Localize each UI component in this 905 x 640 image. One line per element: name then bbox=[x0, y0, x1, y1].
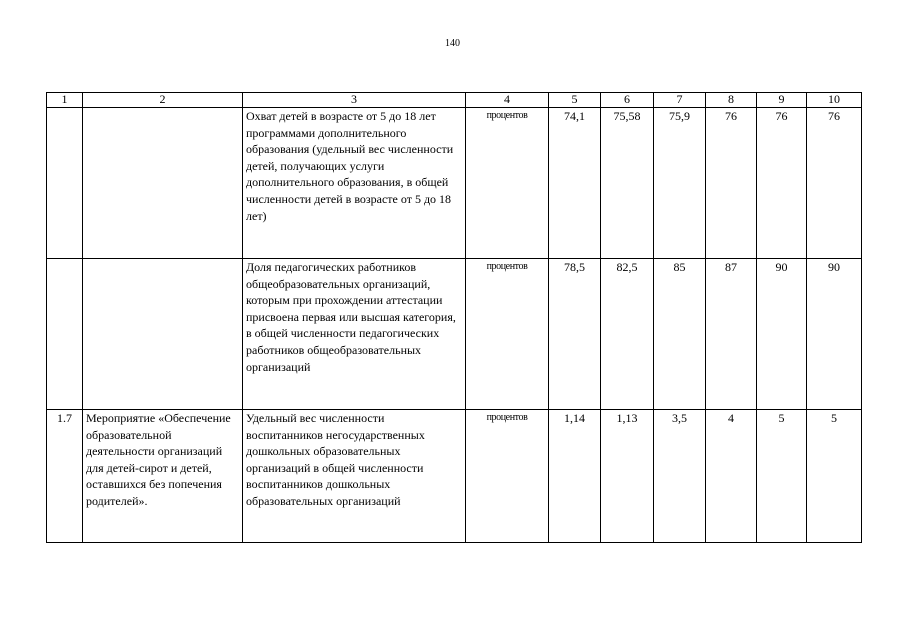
indicator-cell: Доля педагогических работников общеобразовательных организаций, которым при прохождении аттестации присвоена первая или высшая категория, в общей численности педагогических работников общеобразовательных организаций bbox=[243, 259, 466, 410]
page-number: 140 bbox=[445, 38, 460, 49]
value-cell: 90 bbox=[757, 259, 807, 410]
unit-cell: процентов bbox=[466, 259, 549, 410]
indicator-cell: Удельный вес численности воспитанников негосударственных дошкольных образовательных организаций в общей численности воспитанников дошкольных образовательных организаций bbox=[243, 410, 466, 543]
value-cell: 90 bbox=[807, 259, 862, 410]
header-cell: 7 bbox=[654, 93, 706, 108]
row-number-cell bbox=[47, 108, 83, 259]
header-cell: 1 bbox=[47, 93, 83, 108]
value-cell: 75,58 bbox=[601, 108, 654, 259]
activity-cell: Мероприятие «Обеспечение образовательной деятельности организаций для детей-сирот и детей, оставшихся без попечения родителей». bbox=[83, 410, 243, 543]
value-cell: 5 bbox=[757, 410, 807, 543]
indicators-table bbox=[46, 92, 862, 543]
table-row bbox=[47, 108, 862, 259]
activity-cell bbox=[83, 259, 243, 410]
header-row bbox=[47, 93, 862, 108]
value-cell: 85 bbox=[654, 259, 706, 410]
header-cell: 4 bbox=[466, 93, 549, 108]
unit-cell: процентов bbox=[466, 410, 549, 543]
header-cell: 8 bbox=[706, 93, 757, 108]
indicator-cell: Охват детей в возрасте от 5 до 18 лет программами дополнительного образования (удельный вес численности детей, получающих услуги дополнительного образования, в общей численности детей в возрасте от 5 до 18 лет) bbox=[243, 108, 466, 259]
value-cell: 3,5 bbox=[654, 410, 706, 543]
header-cell: 9 bbox=[757, 93, 807, 108]
value-cell: 78,5 bbox=[549, 259, 601, 410]
row-number-cell: 1.7 bbox=[47, 410, 83, 543]
header-cell: 2 bbox=[83, 93, 243, 108]
header-cell: 3 bbox=[243, 93, 466, 108]
value-cell: 87 bbox=[706, 259, 757, 410]
header-cell: 6 bbox=[601, 93, 654, 108]
value-cell: 76 bbox=[807, 108, 862, 259]
row-number-cell bbox=[47, 259, 83, 410]
value-cell: 5 bbox=[807, 410, 862, 543]
table-row bbox=[47, 259, 862, 410]
activity-cell bbox=[83, 108, 243, 259]
value-cell: 4 bbox=[706, 410, 757, 543]
value-cell: 76 bbox=[757, 108, 807, 259]
value-cell: 76 bbox=[706, 108, 757, 259]
value-cell: 1,13 bbox=[601, 410, 654, 543]
value-cell: 1,14 bbox=[549, 410, 601, 543]
unit-cell: процентов bbox=[466, 108, 549, 259]
header-cell: 10 bbox=[807, 93, 862, 108]
value-cell: 74,1 bbox=[549, 108, 601, 259]
value-cell: 75,9 bbox=[654, 108, 706, 259]
header-cell: 5 bbox=[549, 93, 601, 108]
table-row bbox=[47, 410, 862, 543]
value-cell: 82,5 bbox=[601, 259, 654, 410]
